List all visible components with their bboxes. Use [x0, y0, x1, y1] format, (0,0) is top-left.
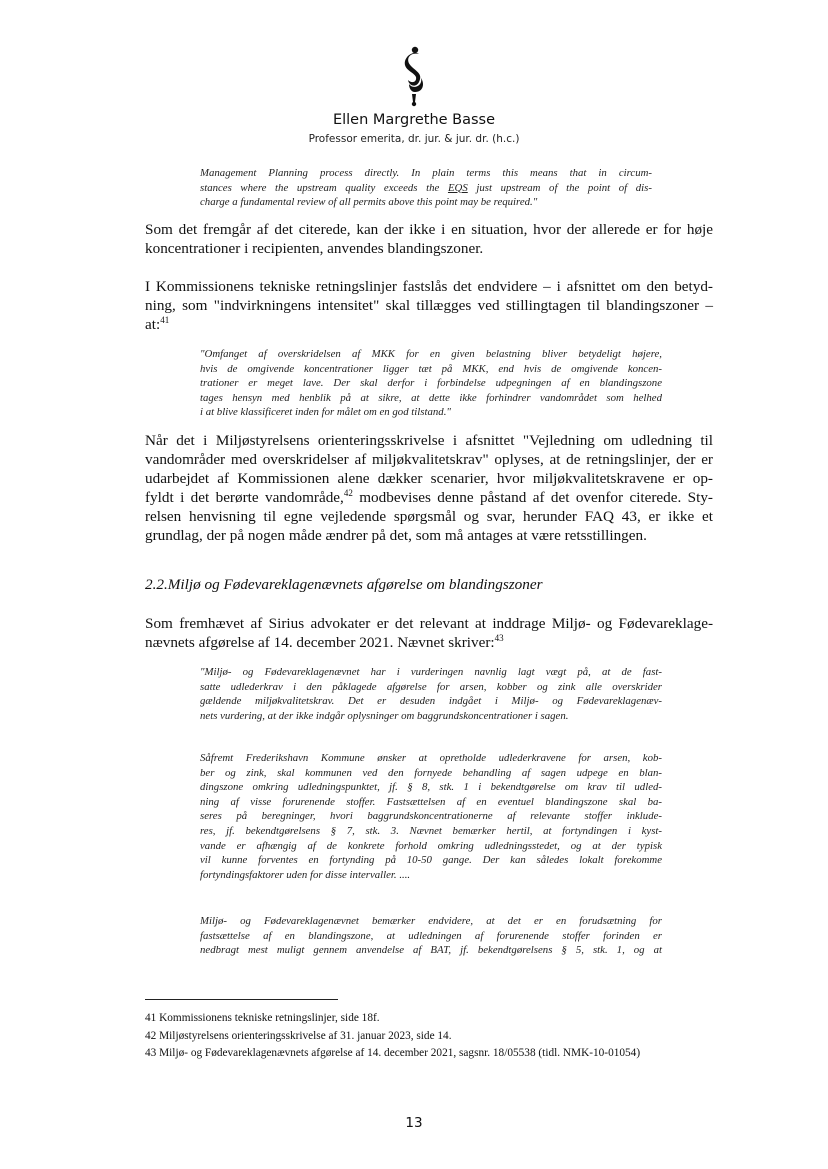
quote-line: tages hensyn med henblik på at sikre, at dette ikke forhindrer vandområdet som helhed: [200, 391, 662, 404]
quote-line: hvis de omgivende koncentrationer ligger tæt på MKK, end hvis de omgivende koncen-: [200, 362, 662, 375]
quote-line: "Miljø- og Fødevareklagenævnet har i vurderingen navnlig lagt vægt på, at de fast-: [200, 666, 662, 678]
author-title: Professor emerita, dr. jur. & jur. dr. (h.c.): [308, 133, 520, 145]
paragraph-1: [145, 220, 713, 258]
paragraph-3: [145, 431, 713, 545]
quote-block-4: [200, 751, 662, 882]
paragraph-line: Som fremhævet af Sirius advokater er det relevant at inddrage Miljø- og Fødevareklage-: [145, 615, 713, 632]
quote-line: stances where the upstream quality exceeds the EQS just upstream of the point of dis-: [200, 181, 652, 194]
quote-line: vil kunne forventes en fortynding på 10-50 gange. Der kan således lokalt forekomme: [200, 854, 662, 867]
paragraph-line: vandområder med overskridelser af miljøkvalitetskrav" oplyses, at de retningslinjer, der er: [145, 451, 713, 468]
page-number: 13: [405, 1115, 423, 1131]
quote-line: i at blive klassificeret inden for målet om en god tilstand.": [200, 406, 451, 419]
paragraph-line: relsen henvisning til egne vejledende spørgsmål og svar, herunder FAQ 43, er ikke et: [145, 508, 713, 525]
paragraph-2: [145, 277, 713, 334]
paragraph-line: udarbejdet af Kommissionen alene dækker scenarier, hvor miljøkvalitetskravene er op-: [145, 470, 713, 487]
footnote-divider: [145, 999, 338, 1000]
quote-line: ber og zink, skal kommunen ved den fornyede behandling af sagen udpege en blan-: [200, 766, 662, 779]
paragraph-line: Når det i Miljøstyrelsens orienteringsskrivelse i afsnittet "Vejledning om udledning til: [145, 432, 713, 449]
paragraph-line: koncentrationer i recipienten, anvendes blandingszoner.: [145, 240, 484, 257]
quote-line: Såfremt Frederikshavn Kommune ønsker at opretholde udlederkravene for arsen, kob-: [200, 752, 662, 764]
quote-line: vande er afhængig af de konkrete forhold omkring udledningsstedet, og at der typisk: [200, 839, 662, 852]
footnote-ref-43[interactable]: 43: [494, 632, 504, 643]
quote-line: charge a fundamental review of all permits above this point may be required.": [200, 196, 538, 209]
quote-line: nets vurdering, at der ikke indgår oplysninger om baggrundskoncentrationer i sagen.: [200, 709, 569, 722]
section-heading: 2.2.Miljø og Fødevareklagenævnets afgørelse om blandingszoner: [145, 576, 543, 593]
quote-block-2: [200, 347, 662, 420]
author-name: Ellen Margrethe Basse: [332, 112, 496, 128]
quote-line: satte udlederkrav i den påklagede afgørelse for arsen, kobber og zink alle overskrider: [200, 680, 662, 693]
quote-line: fastsættelse af en blandingszone, at udledningen af forurenende stoffer forinden er: [200, 929, 662, 942]
quote-block-5: [200, 914, 662, 958]
quote-block-3: [200, 665, 662, 723]
footnote-ref-41[interactable]: 41: [160, 314, 170, 325]
ornamental-s-logo-icon: [399, 44, 429, 108]
paragraph-line: I Kommissionens tekniske retningslinjer fastslås det endvidere – i afsnittet om den betyd-: [145, 278, 713, 295]
quote-block-1: [200, 166, 652, 210]
paragraph-4: [145, 614, 713, 652]
quote-line: ning af visse forurenende stoffer. Fastsættelsen af en eventuel blandingszone skal ba-: [200, 795, 662, 808]
quote-line: nedbragt mest muligt gennem anvendelse af BAT, jf. bekendtgørelsens § 5, stk. 1, og at: [200, 944, 662, 957]
footnote-42: 42 Miljøstyrelsens orienteringsskrivelse af 31. januar 2023, side 14.: [145, 1029, 452, 1042]
footnote-41: 41 Kommissionens tekniske retningslinjer, side 18f.: [145, 1012, 380, 1024]
footnote-ref-42[interactable]: 42: [343, 487, 353, 498]
quote-line: gældende miljøkvalitetskrav. Det er desuden indgået i Miljø- og Fødevareklagenæv-: [200, 695, 662, 708]
quote-line: res, jf. bekendtgørelsens § 7, stk. 3. Nævnet bemærker hertil, at fortyndingen i kyst-: [200, 824, 662, 837]
quote-line: seres på beregninger, hvori baggrundskoncentrationerne af relevante stoffer inklude-: [200, 810, 662, 823]
paragraph-line: grundlag, der på nogen måde ændrer på det, som må antages at være retsstillingen.: [145, 527, 647, 544]
paragraph-line: at:$^{41}$: [145, 314, 170, 333]
paragraph-line: Som det fremgår af det citerede, kan der ikke i en situation, hvor der allerede er for høje: [145, 221, 713, 238]
paragraph-line: fyldt i det berørte vandområde,$^{42}$ modbevises denne påstand af det ovenfor citerede. Sty-: [145, 487, 713, 506]
quote-line: "Omfanget af overskridelsen af MKK for en given belastning bliver betydeligt højere,: [200, 348, 662, 360]
paragraph-line: nævnets afgørelse af 14. december 2021. Nævnet skriver:$^{43}$: [145, 632, 504, 651]
quote-line: fortyndingsfaktorer uden for disse intervaller. ....: [200, 868, 411, 881]
quote-line: dingszone omkring udledningspunktet, jf. § 8, stk. 1 i bekendtgørelse om krav til udled-: [200, 781, 662, 794]
paragraph-line: ning, som "indvirkningens intensitet" skal tillægges ved stillingtagen til blandingszoner –: [145, 297, 713, 314]
footnotes: [145, 1010, 640, 1063]
quote-line: Miljø- og Fødevareklagenævnet bemærker endvidere, at det er en forudsætning for: [200, 915, 662, 927]
quote-line: trationer er meget lave. Der skal derfor i forbindelse udpegningen af en blandingszone: [200, 377, 662, 390]
eqs-abbreviation: EQS: [447, 181, 468, 194]
footnote-43: 43 Miljø- og Fødevareklagenævnets afgørelse af 14. december 2021, sagsnr. 18/05538 (tidl. NMK-10-01054): [145, 1047, 641, 1059]
quote-line: Management Planning process directly. In plain terms this means that in circum-: [200, 167, 652, 179]
